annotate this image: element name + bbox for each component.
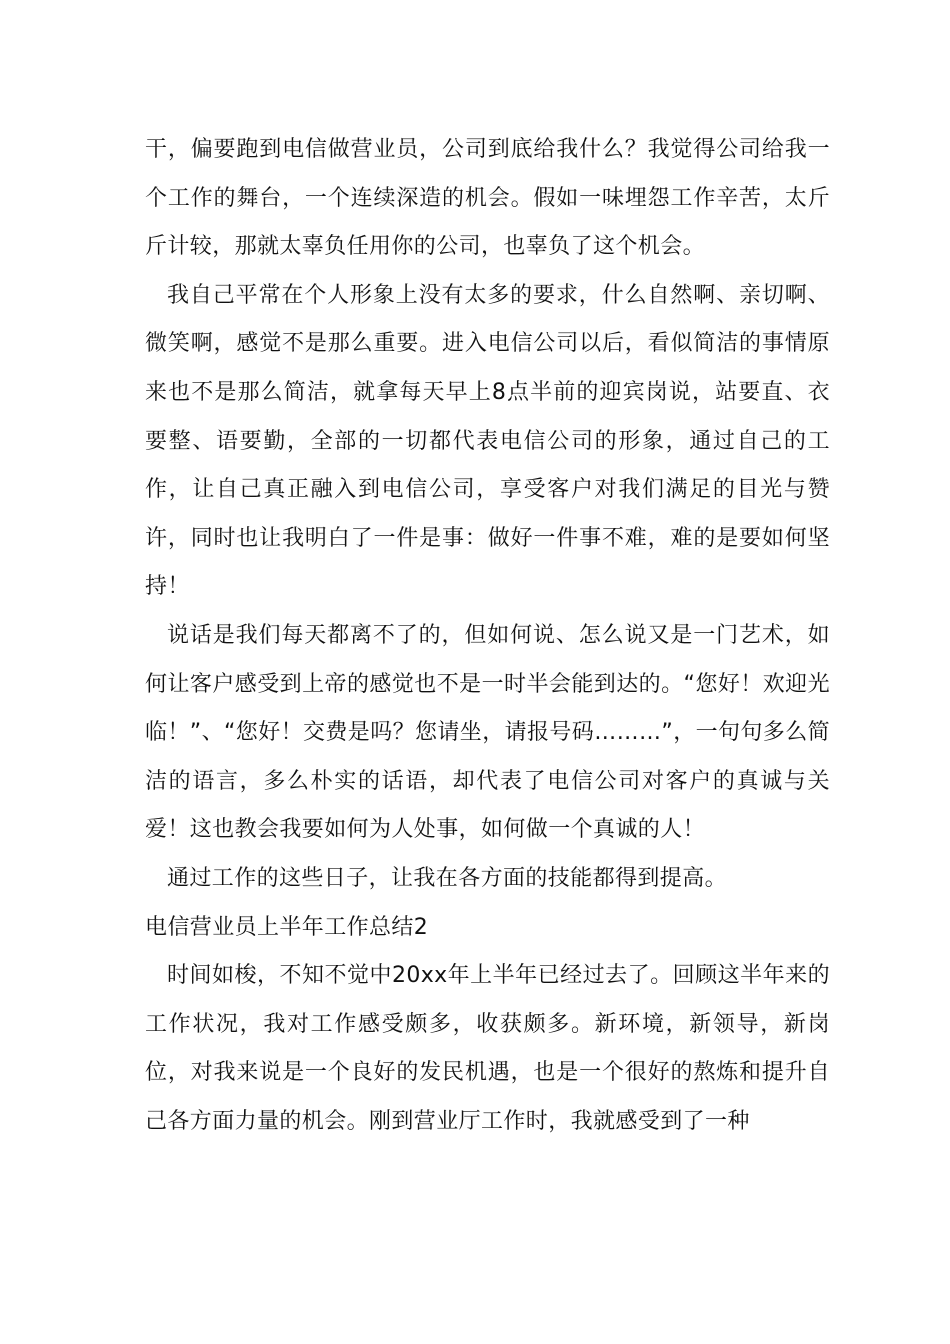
- document-body: [145, 126, 830, 1146]
- paragraph-3: 说话是我们每天都离不了的，但如何说、怎么说又是一门艺术，如何让客户感受到上帝的感觉也不是一时半会能到达的。“您好！欢迎光临！”、“您好！交费是吗？您请坐，请报号码………”，一句句多么简洁的语言，多么朴实的话语，却代表了电信公司对客户的真诚与关爱！这也教会我要如何为人处事，如何做一个真诚的人！: [145, 622, 830, 843]
- paragraph-5: 时间如梭，不知不觉中20xx年上半年已经过去了。回顾这半年来的工作状况，我对工作感受颇多，收获颇多。新环境，新领导，新岗位，对我来说是一个良好的发民机遇，也是一个很好的熬炼和提升自己各方面力量的机会。刚到营业厅工作时，我就感受到了一种: [145, 963, 830, 1134]
- paragraph-2: 我自己平常在个人形象上没有太多的要求，什么自然啊、亲切啊、微笑啊，感觉不是那么重要。进入电信公司以后，看似简洁的事情原来也不是那么简洁，就拿每天早上8点半前的迎宾岗说，站要直、衣要整、语要勤，全部的一切都代表电信公司的形象，通过自己的工作，让自己真正融入到电信公司，享受客户对我们满足的目光与赞许，同时也让我明白了一件是事：做好一件事不难，难的是要如何坚持！: [145, 282, 830, 600]
- paragraph-4: 通过工作的这些日子，让我在各方面的技能都得到提高。: [167, 865, 728, 891]
- section-heading: 电信营业员上半年工作总结2: [145, 914, 429, 940]
- paragraph-1: 干，偏要跑到电信做营业员，公司到底给我什么？我觉得公司给我一个工作的舞台，一个连续深造的机会。假如一味埋怨工作辛苦，太斤斤计较，那就太辜负任用你的公司，也辜负了这个机会。: [145, 137, 830, 260]
